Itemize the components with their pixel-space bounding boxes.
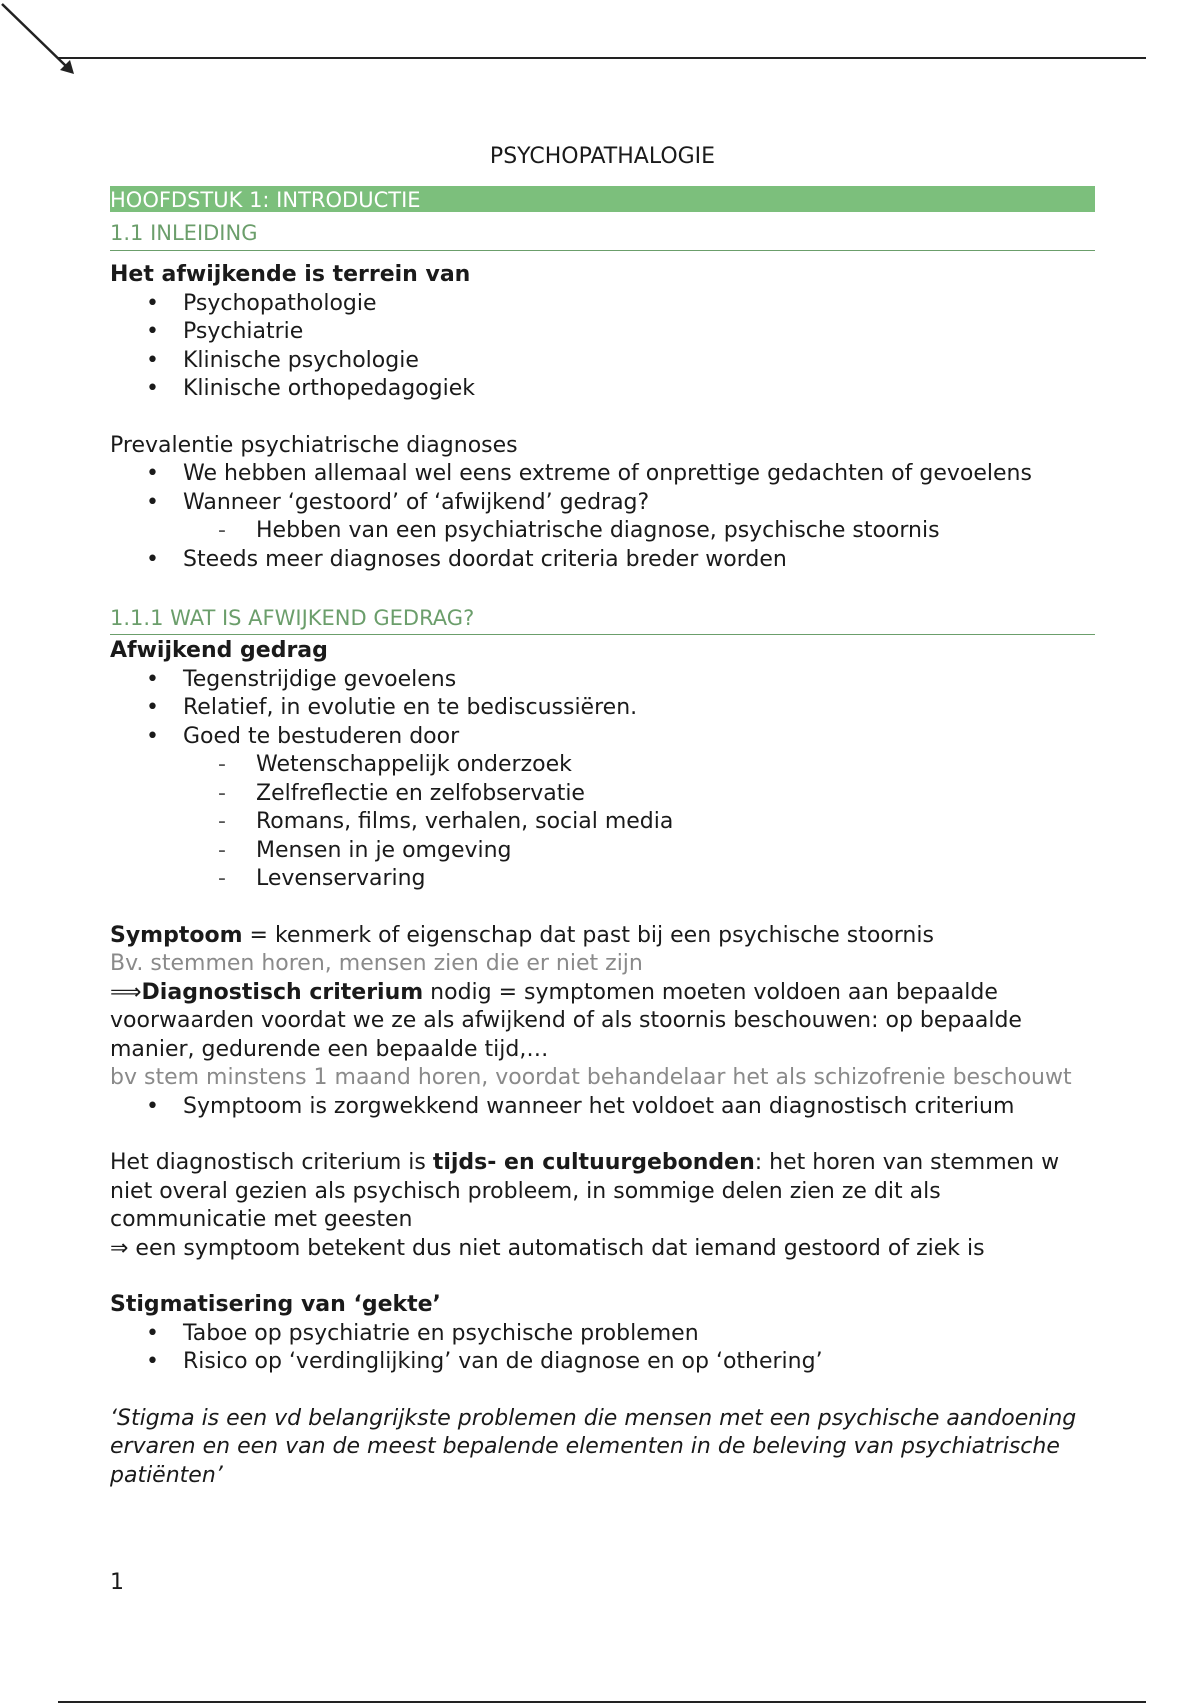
subsection-heading: 1.1.1 WAT IS AFWIJKEND GEDRAG? [110, 602, 1095, 635]
symptoom-list [110, 1093, 1095, 1122]
context-text-after: : het horen van stemmen w niet overal gezien als psychisch probleem, in sommige delen zien ze dit als communicatie met geesten [110, 1150, 1060, 1232]
criterium-example: bv stem minstens 1 maand horen, voordat behandelaar het als schizofrenie beschouwt [110, 1065, 1072, 1090]
block3-list [110, 666, 1095, 752]
context-paragraph [110, 1149, 1095, 1235]
list-item: • Goed te bestuderen door [110, 723, 1095, 752]
list-item: • Klinische orthopedagogiek [110, 375, 1095, 404]
list-item: • Symptoom is zorgwekkend wanneer het voldoet aan diagnostisch criterium [110, 1093, 1095, 1122]
chapter-heading: HOOFDSTUK 1: INTRODUCTIE [110, 186, 1095, 212]
list-item: • Tegenstrijdige gevoelens [110, 666, 1095, 695]
block2-list [110, 460, 1095, 517]
sub-list-item: - Mensen in je omgeving [110, 837, 1095, 866]
block3-heading: Afwijkend gedrag [110, 638, 328, 663]
criterium-term: Diagnostisch criterium [141, 979, 424, 1005]
stigma-heading: Stigmatisering van ‘gekte’ [110, 1292, 441, 1317]
block1-list [110, 290, 1095, 404]
symptoom-text: = kenmerk of eigenschap dat past bij een psychische stoornis [242, 922, 934, 948]
list-item: • Taboe op psychiatrie en psychische problemen [110, 1320, 1095, 1349]
block1-heading: Het afwijkende is terrein van [110, 262, 471, 287]
sub-list-item: - Wetenschappelijk onderzoek [110, 751, 1095, 780]
criterium-paragraph [110, 979, 1095, 1065]
block3-sublist [110, 751, 1095, 894]
list-item: • Psychiatrie [110, 318, 1095, 347]
symptoom-term: Symptoom [110, 922, 243, 948]
double-arrow-icon: ⟹ [110, 979, 142, 1005]
document-page [110, 140, 1095, 1490]
section-heading: 1.1 INLEIDING [110, 216, 1095, 251]
block2-sublist [110, 517, 1095, 546]
criterium-text: nodig = symptomen moeten voldoen aan bepaalde voorwaarden voordat we ze als afwijkend of als stoornis beschouwen: op bepaalde manier, gedurende een bepaalde tijd,… [110, 979, 1022, 1062]
document-title: PSYCHOPATHALOGIE [489, 144, 716, 169]
header-rule [58, 57, 1146, 59]
list-item: • Steeds meer diagnoses doordat criteria breder worden [110, 546, 1095, 575]
list-item: • Relatief, in evolutie en te bediscussiëren. [110, 694, 1095, 723]
corner-arrow-icon [0, 0, 80, 80]
sub-list-item: - Levenservaring [110, 865, 1095, 894]
block2-list-cont [110, 546, 1095, 575]
list-item: • Risico op ‘verdinglijking’ van de diagnose en op ‘othering’ [110, 1348, 1095, 1377]
list-item: • We hebben allemaal wel eens extreme of onprettige gedachten of gevoelens [110, 460, 1095, 489]
context-conclusion: ⇒ een symptoom betekent dus niet automatisch dat iemand gestoord of ziek is [110, 1235, 985, 1261]
list-item: • Psychopathologie [110, 290, 1095, 319]
symptoom-example: Bv. stemmen horen, mensen zien die er niet zijn [110, 951, 643, 976]
list-item: • Klinische psychologie [110, 347, 1095, 376]
stigma-list [110, 1320, 1095, 1377]
sub-list-item: - Zelfreflectie en zelfobservatie [110, 780, 1095, 809]
symptoom-definition [110, 922, 1095, 951]
context-bold: tijds- en cultuurgebonden [432, 1150, 755, 1175]
sub-list-item: - Romans, films, verhalen, social media [110, 808, 1095, 837]
stigma-quote: ‘Stigma is een vd belangrijkste problemen die mensen met een psychische aandoening ervaren en een van de meest bepalende elementen in de beleving van psychiatrische patiënten’ [110, 1405, 1077, 1488]
sub-list-item: - Hebben van een psychiatrische diagnose, psychische stoornis [110, 517, 1095, 546]
page-number: 1 [110, 1570, 124, 1595]
list-item: • Wanneer ‘gestoord’ of ‘afwijkend’ gedrag? [110, 489, 1095, 518]
block2-heading: Prevalentie psychiatrische diagnoses [110, 432, 518, 458]
context-text-before: Het diagnostisch criterium is [110, 1150, 433, 1175]
